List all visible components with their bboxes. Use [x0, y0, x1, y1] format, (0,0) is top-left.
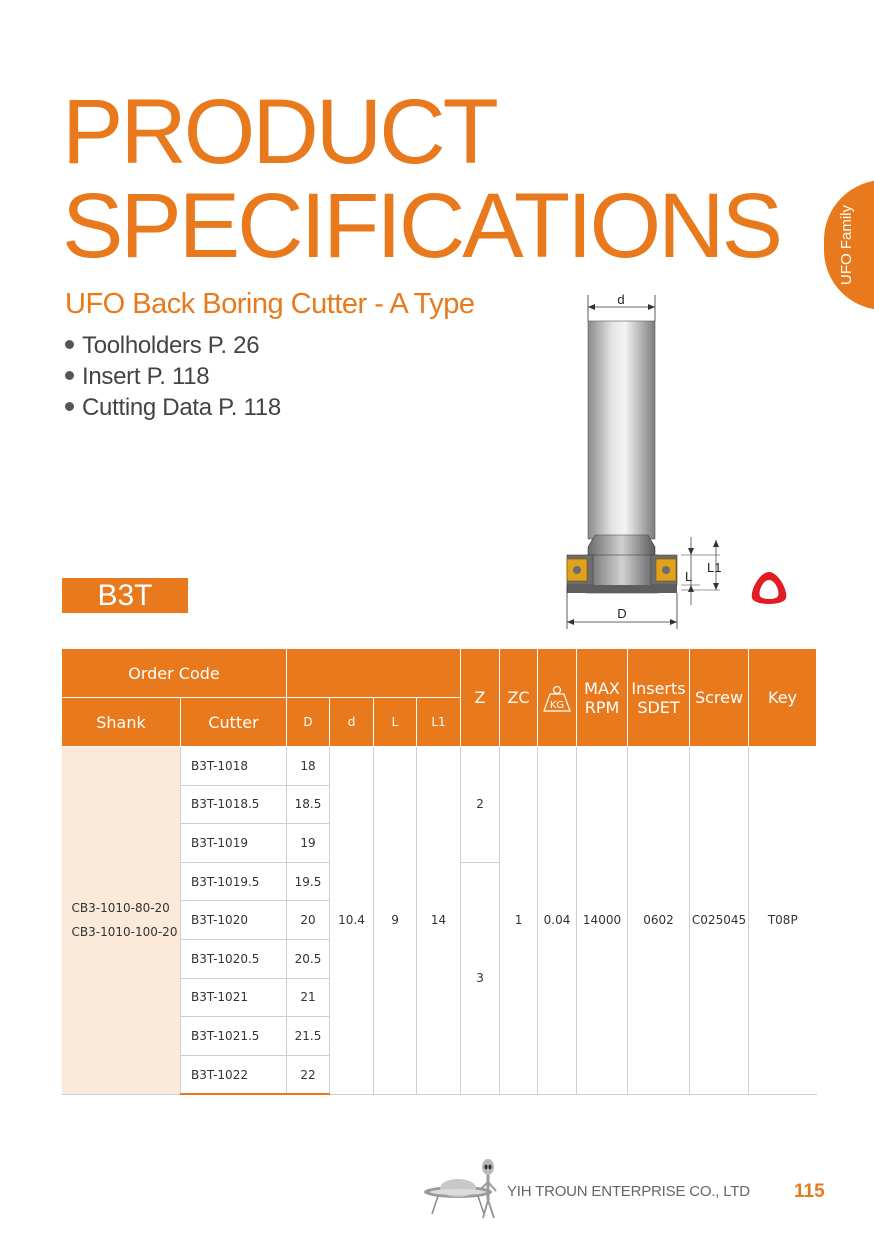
ufo-alien-logo-icon — [424, 1158, 502, 1220]
dimension-L-label: L — [685, 569, 693, 584]
header-L: L — [374, 698, 417, 747]
reference-list — [62, 330, 281, 423]
header-D: D — [287, 698, 330, 747]
header-zc: ZC — [500, 649, 538, 747]
bullet-icon — [65, 371, 74, 380]
weight-kg-icon — [542, 683, 572, 713]
page-title-line-2: SPECIFICATIONS — [62, 175, 780, 277]
shared-max-rpm: 14000 — [577, 747, 628, 1095]
reference-item[interactable]: Toolholders P. 26 — [62, 330, 281, 361]
header-dimensions-group — [287, 649, 461, 698]
diameter-D: 18.5 — [287, 785, 330, 824]
shared-d: 10.4 — [330, 747, 374, 1095]
header-screw: Screw — [690, 649, 749, 747]
shaft — [588, 321, 655, 539]
reference-item[interactable]: Cutting Data P. 118 — [62, 392, 281, 423]
flutes-z-group-b: 3 — [461, 862, 500, 1094]
dimension-D-label: D — [617, 606, 627, 621]
product-code-label: B3T — [62, 578, 188, 613]
dimension-d-label: d — [617, 292, 625, 307]
diameter-D: 19 — [287, 824, 330, 863]
cutter-code: B3T-1020.5 — [181, 939, 287, 978]
header-z: Z — [461, 649, 500, 747]
header-order-code: Order Code — [62, 649, 287, 698]
header-cutter: Cutter — [181, 698, 287, 747]
shared-screw: C025045 — [690, 747, 749, 1095]
diameter-D: 22 — [287, 1055, 330, 1094]
shared-key: T08P — [749, 747, 817, 1095]
diameter-D: 20 — [287, 901, 330, 940]
product-subtitle: UFO Back Boring Cutter - A Type — [65, 288, 475, 320]
header-L1: L1 — [417, 698, 461, 747]
side-tab[interactable] — [824, 180, 874, 310]
diameter-D: 21.5 — [287, 1017, 330, 1056]
cutter-drawing — [555, 285, 735, 630]
shank-cell: CB3-1010-80-20 CB3-1010-100-20 — [62, 747, 181, 1095]
bullet-icon — [65, 340, 74, 349]
diameter-D: 20.5 — [287, 939, 330, 978]
diameter-D: 21 — [287, 978, 330, 1017]
cutter-code: B3T-1022 — [181, 1055, 287, 1094]
specification-table — [61, 648, 817, 1095]
page-number: 115 — [794, 1181, 825, 1202]
header-weight — [538, 649, 577, 747]
shared-weight: 0.04 — [538, 747, 577, 1095]
bullet-icon — [65, 402, 74, 411]
reference-item[interactable]: Insert P. 118 — [62, 361, 281, 392]
dimension-L1-label: L1 — [707, 560, 722, 575]
shared-inserts: 0602 — [628, 747, 690, 1095]
header-d: d — [330, 698, 374, 747]
header-inserts: Inserts SDET — [628, 649, 690, 747]
footer-company-name: YIH TROUN ENTERPRISE CO., LTD — [507, 1183, 750, 1200]
trigon-insert-icon — [748, 568, 790, 610]
table-row — [62, 747, 817, 786]
diameter-D: 19.5 — [287, 862, 330, 901]
diameter-D: 18 — [287, 747, 330, 786]
shared-L1: 14 — [417, 747, 461, 1095]
header-max-rpm: MAX RPM — [577, 649, 628, 747]
cutter-code: B3T-1021 — [181, 978, 287, 1017]
header-key: Key — [749, 649, 817, 747]
cutter-code: B3T-1018.5 — [181, 785, 287, 824]
svg-text:KG: KG — [549, 699, 565, 711]
flutes-z-group-a: 2 — [461, 747, 500, 863]
cutter-code: B3T-1019 — [181, 824, 287, 863]
shared-zc: 1 — [500, 747, 538, 1095]
cutter-code: B3T-1019.5 — [181, 862, 287, 901]
cutter-code: B3T-1021.5 — [181, 1017, 287, 1056]
cutter-code: B3T-1020 — [181, 901, 287, 940]
cutter-code: B3T-1018 — [181, 747, 287, 786]
header-shank: Shank — [62, 698, 181, 747]
shared-L: 9 — [374, 747, 417, 1095]
page-title-line-1: PRODUCT — [62, 81, 496, 183]
side-tab-label: UFO Family — [838, 205, 855, 285]
